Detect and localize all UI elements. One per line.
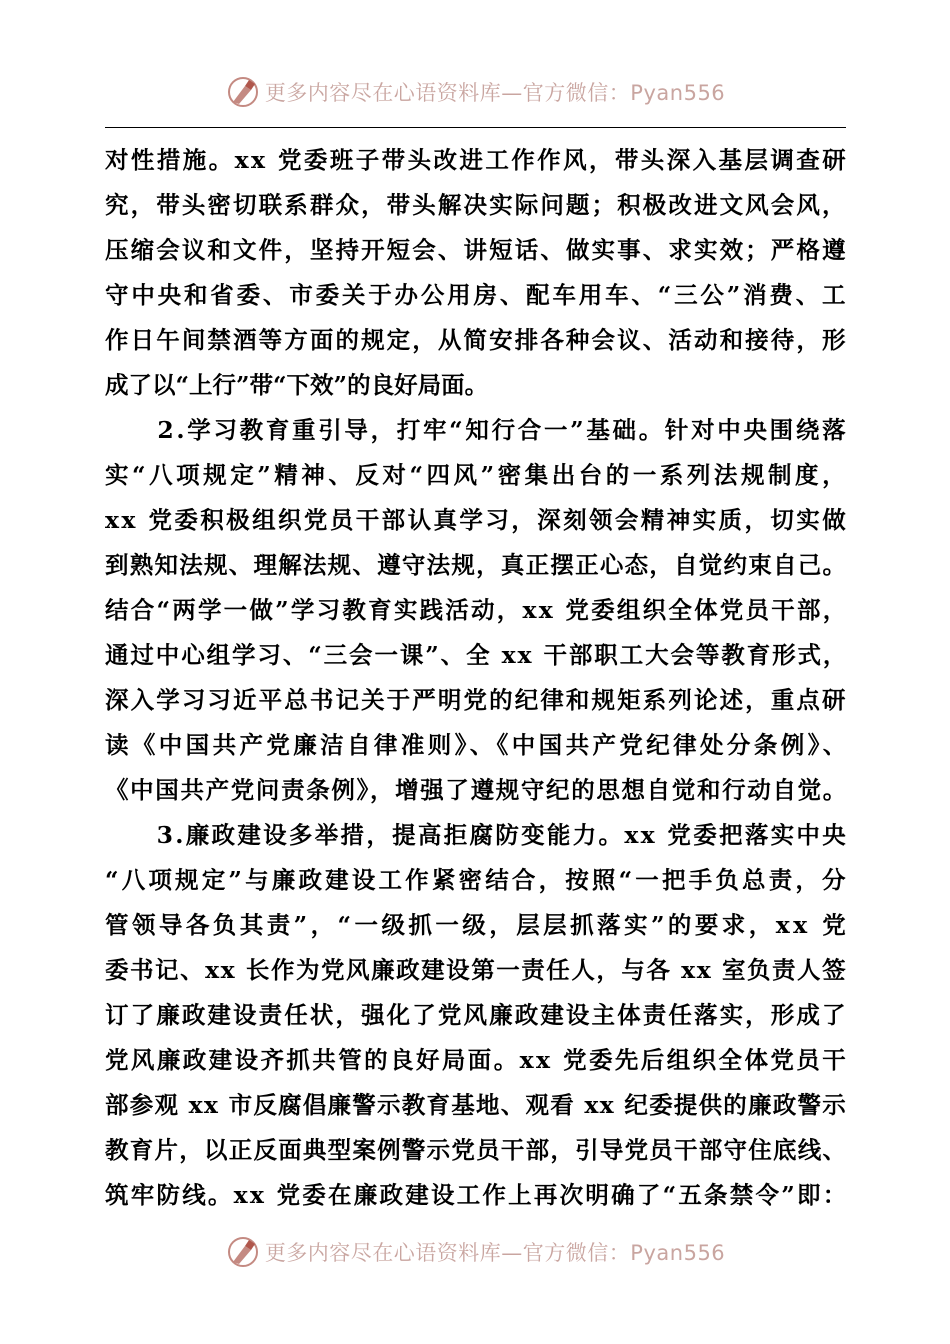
- text-line: 到熟知法规、理解法规、遵守法规，真正摆正心态，自觉约束自己。: [105, 551, 848, 579]
- text-line: 部参观 xx 市反腐倡廉警示教育基地、观看 xx 纪委提供的廉政警示: [105, 1091, 848, 1119]
- text-line: 管领导各负其责”，“一级抓一级，层层抓落实”的要求，xx 党: [105, 911, 850, 939]
- text-line: 党风廉政建设齐抓共管的良好局面。xx 党委先后组织全体党员干: [105, 1046, 849, 1074]
- text-line: 委书记、xx 长作为党风廉政建设第一责任人，与各 xx 室负责人签: [105, 956, 848, 984]
- text-line: xx 党委积极组织党员干部认真学习，深刻领会精神实质，切实做: [105, 506, 849, 534]
- watermark-text: 更多内容尽在心语资料库—官方微信：Pyan556: [264, 1241, 726, 1265]
- text-line: 3.廉政建设多举措，提高拒腐防变能力。xx 党委把落实中央: [105, 821, 849, 849]
- text-line: 读《中国共产党廉洁自律准则》、《中国共产党纪律处分条例》、: [105, 731, 850, 759]
- watermark-text: 更多内容尽在心语资料库—官方微信：Pyan556: [264, 81, 726, 105]
- document-body: [105, 138, 850, 1218]
- text-line: 筑牢防线。xx 党委在廉政建设工作上再次明确了“五条禁令”即：: [105, 1181, 849, 1209]
- text-line: 守中央和省委、市委关于办公用房、配车用车、“三公”消费、工: [105, 281, 849, 309]
- text-line: 订了廉政建设责任状，强化了党风廉政建设主体责任落实，形成了: [105, 1001, 848, 1029]
- text-line: 教育片，以正反面典型案例警示党员干部，引导党员干部守住底线、: [105, 1136, 848, 1164]
- text-line: 究，带头密切联系群众，带头解决实际问题；积极改进文风会风，: [105, 191, 848, 219]
- text-line: 对性措施。xx 党委班子带头改进工作作风，带头深入基层调查研: [105, 146, 849, 174]
- text-line: 压缩会议和文件，坚持开短会、讲短话、做实事、求实效；严格遵: [105, 236, 848, 264]
- text-line: 成了以“上行”带“下效”的良好局面。: [105, 371, 489, 399]
- text-line: 通过中心组学习、“三会一课”、全 xx 干部职工大会等教育形式，: [105, 641, 849, 669]
- pen-nib-icon: [225, 74, 261, 110]
- text-line: 深入学习习近平总书记关于严明党的纪律和规矩系列论述，重点研: [105, 686, 848, 714]
- text-line: “八项规定”与廉政建设工作紧密结合，按照“一把手负总责，分: [105, 866, 849, 894]
- watermark-footer: [0, 1232, 950, 1272]
- pen-nib-icon: [225, 1234, 261, 1270]
- watermark-header: [0, 72, 950, 112]
- text-line: 结合“两学一做”学习教育实践活动，xx 党委组织全体党员干部，: [105, 596, 849, 624]
- text-line: 2.学习教育重引导，打牢“知行合一”基础。针对中央围绕落: [105, 416, 849, 444]
- text-line: 实“八项规定”精神、反对“四风”密集出台的一系列法规制度，: [105, 461, 850, 489]
- header-divider: [105, 127, 846, 128]
- text-line: 作日午间禁酒等方面的规定，从简安排各种会议、活动和接待，形: [105, 326, 848, 354]
- text-line: 《中国共产党问责条例》，增强了遵规守纪的思想自觉和行动自觉。: [105, 776, 848, 804]
